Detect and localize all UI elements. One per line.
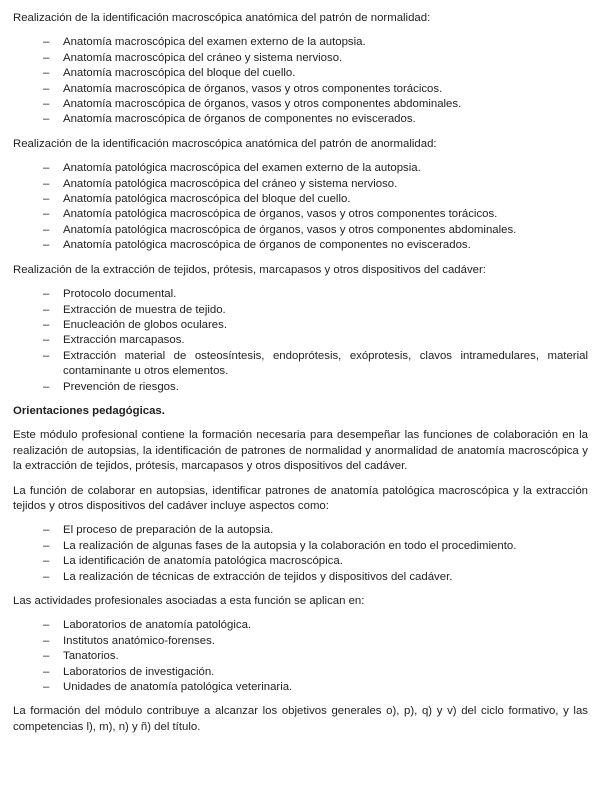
- list-item: – La identificación de anatomía patológica macroscópica.: [13, 554, 588, 569]
- list-item: – Anatomía patológica macroscópica de órganos de componentes no eviscerados.: [13, 238, 588, 253]
- list-item: – Anatomía macroscópica de órganos, vasos y otros componentes torácicos.: [13, 82, 588, 97]
- list-item: – Extracción de muestra de tejido.: [13, 303, 588, 318]
- paragraph-intro: Este módulo profesional contiene la formación necesaria para desempeñar las funciones de colaboración en la realización de autopsias, la identificación de patrones de normalidad y anormalidad de anatomía macroscópica y la extracción de tejidos, prótesis, marcapasos y otros dispositivos del cadáver.: [13, 429, 588, 473]
- list-item: – Anatomía macroscópica del cráneo y sistema nervioso.: [13, 51, 588, 66]
- orientaciones-title: Orientaciones pedagógicas.: [13, 404, 165, 417]
- list-item: – Anatomía macroscópica de órganos, vasos y otros componentes abdominales.: [13, 97, 588, 112]
- section-heading: Realización de la identificación macroscópica anatómica del patrón de anormalidad:: [13, 137, 437, 150]
- list-item: – Enucleación de globos oculares.: [13, 318, 588, 333]
- list-item: – Extracción marcapasos.: [13, 333, 588, 348]
- list-item: – Extracción material de osteosíntesis, endoprótesis, exóprotesis, clavos intramedulares, material contaminante u otros elementos.: [13, 349, 588, 380]
- list-item: – La realización de algunas fases de la autopsia y la colaboración en todo el procedimiento.: [13, 539, 588, 554]
- list-item: – Tanatorios.: [13, 649, 588, 664]
- paragraph-actividades: Las actividades profesionales asociadas a esta función se aplican en:: [13, 595, 365, 607]
- list-item: – Anatomía patológica macroscópica de órganos, vasos y otros componentes torácicos.: [13, 207, 588, 222]
- bullet-list-ambitos: [13, 618, 588, 695]
- list-item: – Unidades de anatomía patológica veterinaria.: [13, 680, 588, 695]
- section-heading: Realización de la extracción de tejidos, prótesis, marcapasos y otros dispositivos del cadáver:: [13, 263, 486, 276]
- bullet-list-extraccion: [13, 287, 588, 395]
- list-item: – Laboratorios de anatomía patológica.: [13, 618, 588, 633]
- list-item: – Anatomía macroscópica del bloque del cuello.: [13, 66, 588, 81]
- list-item: – Anatomía patológica macroscópica del examen externo de la autopsia.: [13, 161, 588, 176]
- paragraph-funcion: La función de colaborar en autopsias, identificar patrones de anatomía patológica macroscópica y la extracción tejidos y otros dispositivos del cadáver incluye aspectos como:: [13, 484, 588, 512]
- bullet-list-anormalidad: [13, 161, 588, 253]
- list-item: – El proceso de preparación de la autopsia.: [13, 523, 588, 538]
- list-item: – Anatomía macroscópica del examen externo de la autopsia.: [13, 35, 588, 50]
- section-extraccion: [13, 263, 588, 395]
- list-item: – Anatomía patológica macroscópica de órganos, vasos y otros componentes abdominales.: [13, 223, 588, 238]
- bullet-list-normalidad: [13, 35, 588, 127]
- list-item: – Anatomía patológica macroscópica del bloque del cuello.: [13, 192, 588, 207]
- paragraph-cierre: La formación del módulo contribuye a alcanzar los objetivos generales o), p), q) y v) del ciclo formativo, y las competencias l), m), n) y ñ) del título.: [13, 705, 588, 733]
- section-orientaciones: [13, 404, 588, 735]
- list-item: – Anatomía patológica macroscópica del cráneo y sistema nervioso.: [13, 177, 588, 192]
- list-item: – Laboratorios de investigación.: [13, 665, 588, 680]
- bullet-list-aspectos: [13, 523, 588, 585]
- list-item: – Prevención de riesgos.: [13, 380, 588, 395]
- list-item: – Protocolo documental.: [13, 287, 588, 302]
- list-item: – Institutos anatómico-forenses.: [13, 634, 588, 649]
- section-normalidad: [13, 11, 588, 128]
- section-anormalidad: [13, 137, 588, 254]
- list-item: – Anatomía macroscópica de órganos de componentes no eviscerados.: [13, 112, 588, 127]
- list-item: – La realización de técnicas de extracción de tejidos y dispositivos del cadáver.: [13, 570, 588, 585]
- section-heading: Realización de la identificación macroscópica anatómica del patrón de normalidad:: [13, 12, 431, 24]
